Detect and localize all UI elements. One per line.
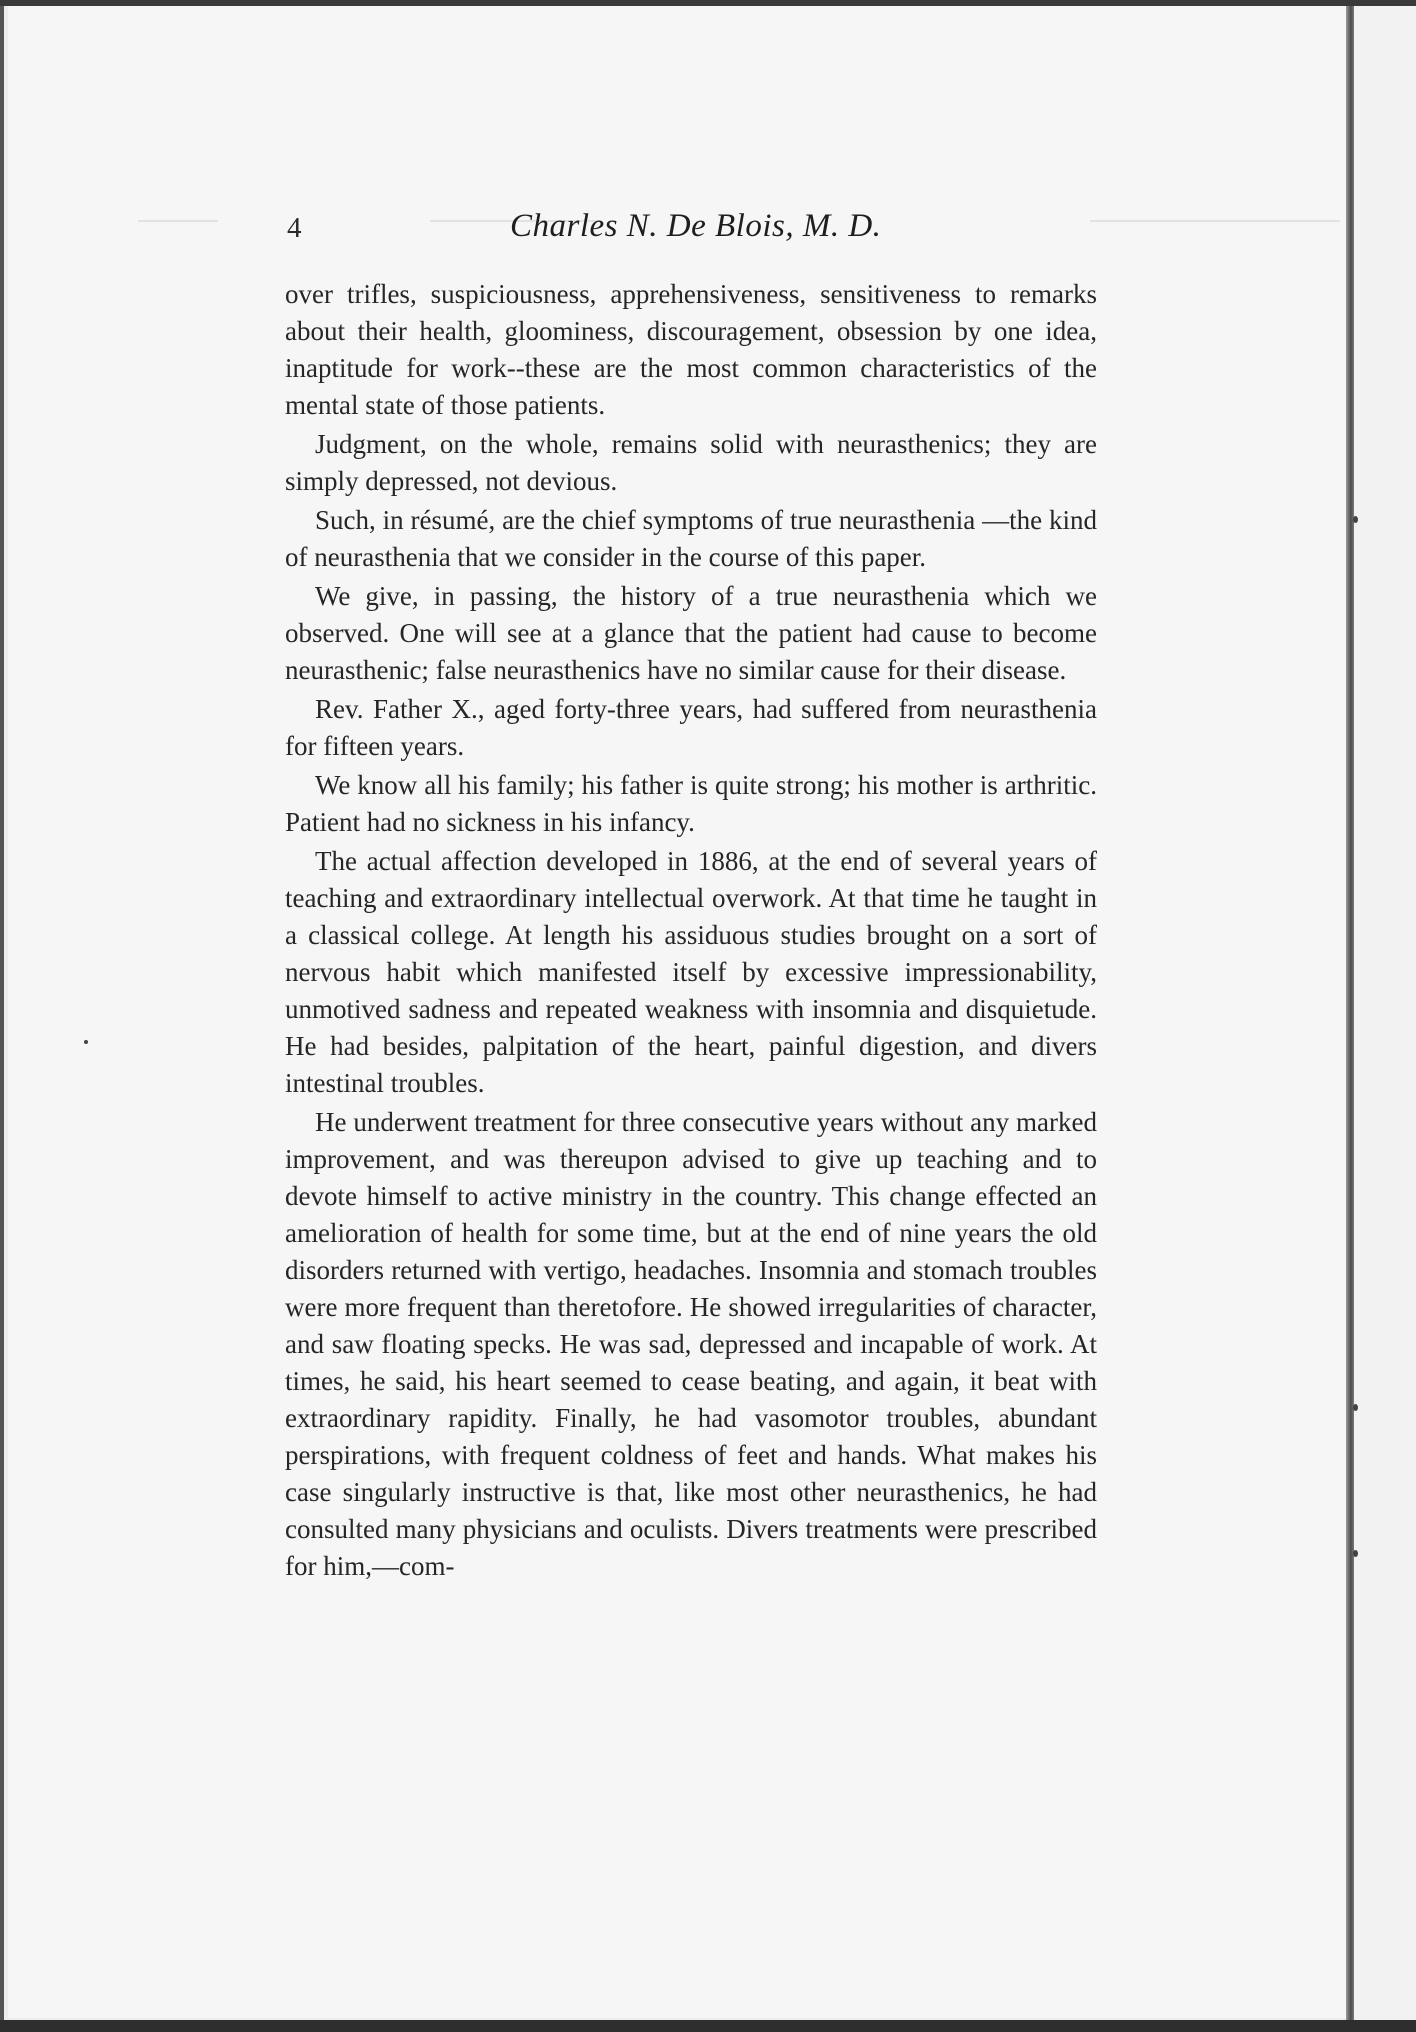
paragraph-patient: Rev. Father X., aged forty-three years, had suffered from neurasthenia for fifteen years. (285, 694, 1097, 761)
paragraph-onset: The actual affection developed in 1886, at the end of several years of teaching and extraordinary intellectual overwork. At that time he taught in a classical college. At length his assiduous studies brought on a sort of nervous habit which manifested itself by excessive impressionability, unmotived sadness and repeated weakness with insomnia and disquietude. He had besides, palpitation of the heart, painful digestion, and divers intestinal troubles. (285, 846, 1097, 1098)
book-spine-shadow (1346, 6, 1354, 2020)
running-head-author: Charles N. De Blois, M. D. (510, 208, 882, 244)
paragraph-resume: Such, in résumé, are the chief symptoms of true neurasthenia —the kind of neurasthenia that we consider in the course of this paper. (285, 505, 1097, 572)
paragraph-history-intro: We give, in passing, the history of a true neurasthenia which we observed. One will see at a glance that the patient had cause to become neurasthenic; false neurasthenics have no similar cause for their disease. (285, 581, 1097, 685)
bleed-through-mark (138, 220, 218, 222)
scan-top-edge (0, 0, 1416, 6)
paragraph-continuation: over trifles, suspiciousness, apprehensiveness, sensitiveness to remarks about their health, gloominess, discouragement, obsession by one idea, inaptitude for work--these are the most common characteristics of the mental state of those patients. (285, 279, 1097, 420)
dust-speck (84, 1040, 88, 1044)
spine-speck (1353, 1404, 1358, 1411)
paragraph-treatment: He underwent treatment for three consecutive years without any marked improvement, and was thereupon advised to give up teaching and to devote himself to active ministry in the country. This change effected an amelioration of health for some time, but at the end of nine years the old disorders returned with vertigo, headaches. Insomnia and stomach troubles were more frequent than theretofore. He showed irregularities of character, and saw floating specks. He was sad, depressed and incapable of work. At times, he said, his heart seemed to cease beating, and again, it beat with extraordinary rapidity. Finally, he had vasomotor troubles, abundant perspirations, with frequent coldness of feet and hands. What makes his case singularly instructive is that, like most other neurasthenics, he had consulted many physicians and oculists. Divers treatments were prescribed for him,—com- (285, 1107, 1097, 1581)
spine-speck (1353, 1550, 1358, 1557)
body-text (285, 276, 1097, 1587)
scan-left-edge (0, 0, 4, 2032)
page-number: 4 (287, 212, 302, 244)
scan-bottom-edge (0, 2020, 1416, 2032)
paragraph-judgment: Judgment, on the whole, remains solid with neurasthenics; they are simply depressed, not devious. (285, 429, 1097, 496)
adjacent-page-edge (1354, 6, 1416, 2020)
page-header (280, 204, 1100, 254)
paragraph-family: We know all his family; his father is quite strong; his mother is arthritic. Patient had no sickness in his infancy. (285, 770, 1097, 837)
bleed-through-mark (1090, 220, 1340, 222)
spine-speck (1353, 516, 1358, 523)
